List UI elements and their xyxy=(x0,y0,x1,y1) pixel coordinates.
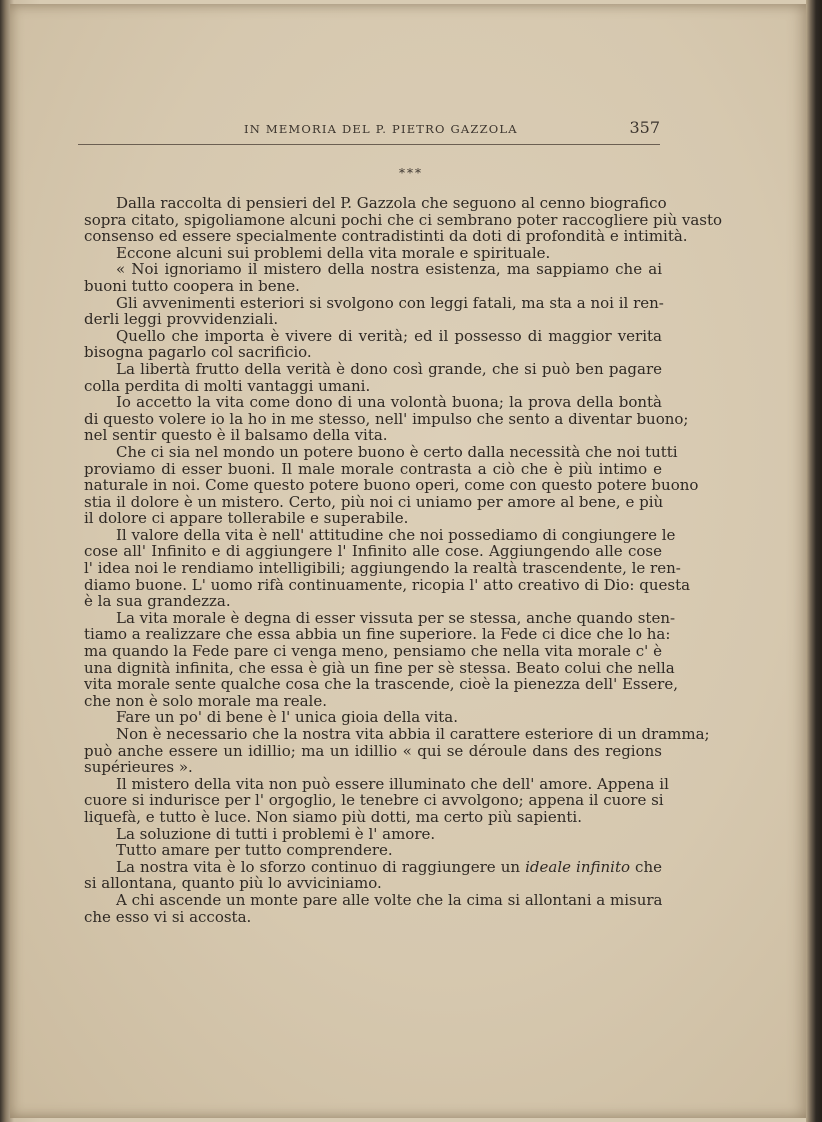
text-line-content: Il mistero della vita non può essere illuminato che dell' amore. Appena il xyxy=(116,774,669,793)
text-line xyxy=(84,559,681,578)
text-line-content: si allontana, quanto più lo avviciniamo. xyxy=(84,874,382,893)
text-line xyxy=(84,461,662,478)
text-line-content: vita morale sente qualche cosa che la trascende, cioè la pienezza dell' Essere, xyxy=(84,675,679,694)
text-line xyxy=(84,409,689,428)
text-line-content: La vita morale è degna di esser vissuta per se stessa, anche quando sten- xyxy=(116,608,676,627)
running-head: IN MEMORIA DEL P. PIETRO GAZZOLA xyxy=(244,122,518,136)
text-line-content: La nostra vita è lo sforzo continuo di raggiungere un xyxy=(116,857,521,876)
text-line-content: cuore si indurisce per l' orgoglio, le tenebre ci avvolgono; appena il cuore si xyxy=(84,791,664,810)
text-line xyxy=(84,194,667,212)
text-line xyxy=(84,311,662,328)
text-line-content: Fare un po' di bene è l' unica gioia della vita. xyxy=(116,708,459,727)
text-line-content: A chi ascende un monte pare alle volte che la cima si allontani a misura xyxy=(116,890,663,909)
text-line-content: bisogna pagarlo col sacrificio. xyxy=(84,343,312,362)
text-line xyxy=(84,575,691,594)
text-line-content: l' idea noi le rendiamo intelligibili; aggiungendo la realtà trascendente, le ren- xyxy=(84,559,681,578)
text-line xyxy=(84,875,662,892)
text-line xyxy=(84,210,723,229)
text-line-content: diamo buone. L' uomo rifà continuamente, ricopia l' atto creativo di Dio: questa xyxy=(84,575,691,594)
text-line xyxy=(84,709,662,726)
text-line xyxy=(84,658,675,677)
text-line xyxy=(84,344,662,361)
text-line-content: una dignità infinita, che essa è già un fine per sè stessa. Beato colui che nella xyxy=(84,658,675,677)
text-line-content: « Noi ignoriamo il mistero della nostra esistenza, ma sappiamo che ai xyxy=(116,260,662,279)
text-line xyxy=(84,525,676,544)
page-header xyxy=(78,118,660,145)
text-line-content: Io accetto la vita come dono di una volontà buona; la prova della bontà xyxy=(116,393,662,412)
text-line-content: Che ci sia nel mondo un potere buono è certo dalla necessità che noi tutti xyxy=(116,442,678,461)
text-line xyxy=(84,245,662,262)
text-line-content: Dalla raccolta di pensieri del P. Gazzola che seguono al cenno biografico xyxy=(116,194,667,212)
text-line xyxy=(84,593,662,610)
text-line xyxy=(84,759,662,776)
text-line xyxy=(84,328,662,345)
text-line xyxy=(84,842,662,859)
text-line xyxy=(84,510,662,527)
section-separator: *** xyxy=(399,166,423,180)
text-line-content: buoni tutto coopera in bene. xyxy=(84,276,300,295)
text-line xyxy=(84,442,678,461)
text-line-content: supérieures ». xyxy=(84,758,193,777)
text-line-content: che esso vi si accosta. xyxy=(84,907,252,926)
text-line-content: liquefà, e tutto è luce. Non siamo più dotti, ma certo più sapienti. xyxy=(84,807,582,826)
text-line-content: sopra citato, spigoliamone alcuni pochi che ci sembrano poter raccogliere più vasto xyxy=(84,210,723,229)
text-line xyxy=(84,361,662,378)
body-text xyxy=(84,194,723,926)
text-line xyxy=(84,476,699,495)
text-line xyxy=(84,608,676,627)
text-line xyxy=(84,543,662,560)
text-line xyxy=(84,378,662,395)
text-line xyxy=(84,909,662,926)
text-line xyxy=(84,625,671,644)
text-line xyxy=(84,792,662,809)
text-line-content: Non è necessario che la nostra vita abbia il carattere esteriore di un dramma; xyxy=(116,725,710,743)
text-line-content: derli leggi provvidenziali. xyxy=(84,310,279,329)
text-line xyxy=(84,743,662,760)
text-line xyxy=(84,394,662,411)
text-line-content: La libertà frutto della verità è dono così grande, che si può ben pagare xyxy=(116,359,662,378)
text-line-content: stia il dolore è un mistero. Certo, più noi ci uniamo per amore al bene, e più xyxy=(84,492,664,511)
text-line xyxy=(84,826,662,843)
text-line-content: tiamo a realizzare che essa abbia un fine superiore. la Fede ci dice che lo ha: xyxy=(84,625,671,644)
text-line-content: è la sua grandezza. xyxy=(84,592,231,611)
text-line xyxy=(84,227,688,246)
text-line-content: ma quando la Fede pare ci venga meno, pensiamo che nella vita morale c' è xyxy=(84,642,662,661)
text-line xyxy=(84,859,662,876)
text-line-content: Quello che importa è vivere di verità; ed il possesso di maggior verita xyxy=(116,326,662,345)
text-line xyxy=(84,675,679,694)
text-line-content: Il valore della vita è nell' attitudine che noi possediamo di congiungere le xyxy=(116,525,676,544)
text-line-content: consenso ed essere specialmente contradistinti da doti di profondità e intimità. xyxy=(84,227,688,246)
text-line xyxy=(84,892,662,909)
text-line xyxy=(84,774,669,793)
text-line-tail: che xyxy=(630,857,662,876)
text-line-content: colla perdita di molti vantaggi umani. xyxy=(84,376,371,395)
text-line xyxy=(84,693,662,710)
text-line-content: La soluzione di tutti i problemi è l' amore. xyxy=(116,824,436,843)
text-line-content: naturale in noi. Come questo potere buono operi, come con questo potere buono xyxy=(84,476,699,495)
text-line-content: proviamo di esser buoni. Il male morale contrasta a ciò che è più intimo e xyxy=(84,459,662,478)
text-line xyxy=(84,725,710,743)
text-line-content: può anche essere un idillio; ma un idillio « qui se déroule dans des regions xyxy=(84,741,662,760)
text-line xyxy=(84,427,662,444)
text-line-content: Gli avvenimenti esteriori si svolgono con leggi fatali, ma sta a noi il ren- xyxy=(116,293,664,312)
text-line xyxy=(84,295,662,312)
italic-phrase: ideale infinito xyxy=(525,857,631,876)
text-line-content: Eccone alcuni sui problemi della vita morale e spirituale. xyxy=(116,243,551,262)
text-line xyxy=(84,278,662,295)
text-line xyxy=(84,494,662,511)
text-line xyxy=(84,643,662,660)
text-line-content: cose all' Infinito e di aggiungere l' Infinito alle cose. Aggiungendo alle cose xyxy=(84,542,662,561)
text-line-content: Tutto amare per tutto comprendere. xyxy=(116,841,393,860)
text-line-content: di questo volere io la ho in me stesso, nell' impulso che sento a diventar buono; xyxy=(84,409,689,428)
text-line xyxy=(84,809,662,826)
text-line-content: che non è solo morale ma reale. xyxy=(84,691,327,710)
text-line xyxy=(84,261,662,278)
text-line-content: il dolore ci appare tollerabile e superabile. xyxy=(84,509,409,528)
page-number: 357 xyxy=(629,118,660,137)
text-line-content: nel sentir questo è il balsamo della vita. xyxy=(84,426,388,445)
